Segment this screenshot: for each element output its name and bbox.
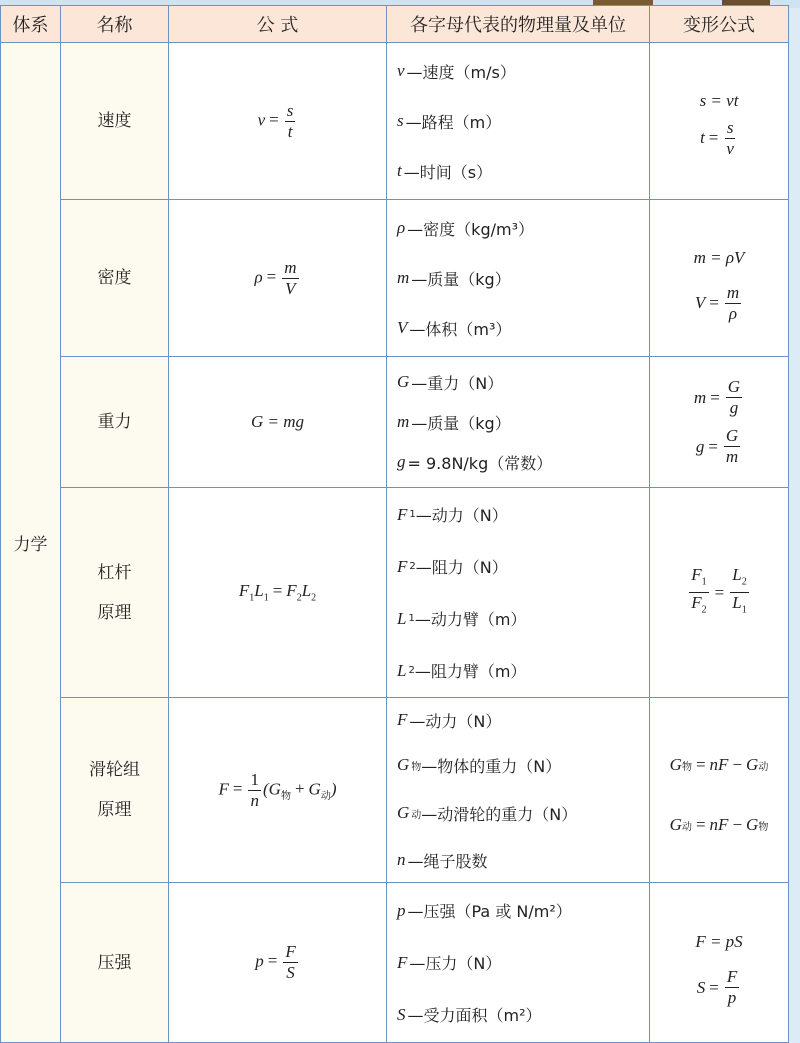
system-cell: 力学 [1, 43, 61, 1043]
header-system: 体系 [1, 6, 61, 43]
table-row [1, 488, 789, 698]
formula-cell: $F_1L_1 = F_2L_2$ [169, 488, 387, 698]
table-row [1, 200, 789, 357]
formula-cell: p = $\frac{F}{S}$ [169, 883, 387, 1043]
name-cell: 杠杆 原理 [61, 488, 169, 698]
variables-cell: F —动力（N） G 物 —物体的重力（N） G 动 —动滑轮的重力（N） n —绳子股数 [387, 698, 650, 883]
table-row [1, 43, 789, 200]
transform-cell: s = vt t = $\frac{s}{v}$ [650, 43, 789, 200]
header-name: 名称 [61, 6, 169, 43]
name-cell: 滑轮组 原理 [61, 698, 169, 883]
physics-formula-table [0, 5, 789, 1043]
table-row [1, 357, 789, 488]
table-header-row [1, 6, 789, 43]
table-row [1, 883, 789, 1043]
transform-cell: $\frac{F_1}{F_2}$ = $\frac{L_2}{L_1}$ [650, 488, 789, 698]
variables-cell: F 1 —动力（N） F 2 —阻力（N） L 1 —动力臂（m） L 2 —阻力臂（m） [387, 488, 650, 698]
formula-cell: G = mg [169, 357, 387, 488]
variables-cell: p —压强（Pa 或 N/m²） F —压力（N） S —受力面积（m²） [387, 883, 650, 1043]
header-transform: 变形公式 [650, 6, 789, 43]
transform-cell: F = pS S = $\frac{F}{p}$ [650, 883, 789, 1043]
variables-cell: G —重力（N） m —质量（kg） g = 9.8N/kg（常数） [387, 357, 650, 488]
formula-cell: ρ = $\frac{m}{V}$ [169, 200, 387, 357]
table-row [1, 698, 789, 883]
transform-cell: m = ρV V = $\frac{m}{\rho}$ [650, 200, 789, 357]
name-cell: 速度 [61, 43, 169, 200]
formula-cell: v = $\frac{s}{t}$ [169, 43, 387, 200]
name-cell: 密度 [61, 200, 169, 357]
name-cell: 压强 [61, 883, 169, 1043]
name-cell: 重力 [61, 357, 169, 488]
formula-cell: F = $\frac{1}{n}$ $(G_物 + G_动)$ [169, 698, 387, 883]
transform-cell: G 物 = nF − G 动 G 动 = nF − G 物 [650, 698, 789, 883]
transform-cell: m = $\frac{G}{g}$ g = $\frac{G}{m}$ [650, 357, 789, 488]
header-formula: 公 式 [169, 6, 387, 43]
variables-cell: v —速度（m/s） s —路程（m） t —时间（s） [387, 43, 650, 200]
variables-cell: ρ —密度（kg/m³） m —质量（kg） V —体积（m³） [387, 200, 650, 357]
header-variables: 各字母代表的物理量及单位 [387, 6, 650, 43]
